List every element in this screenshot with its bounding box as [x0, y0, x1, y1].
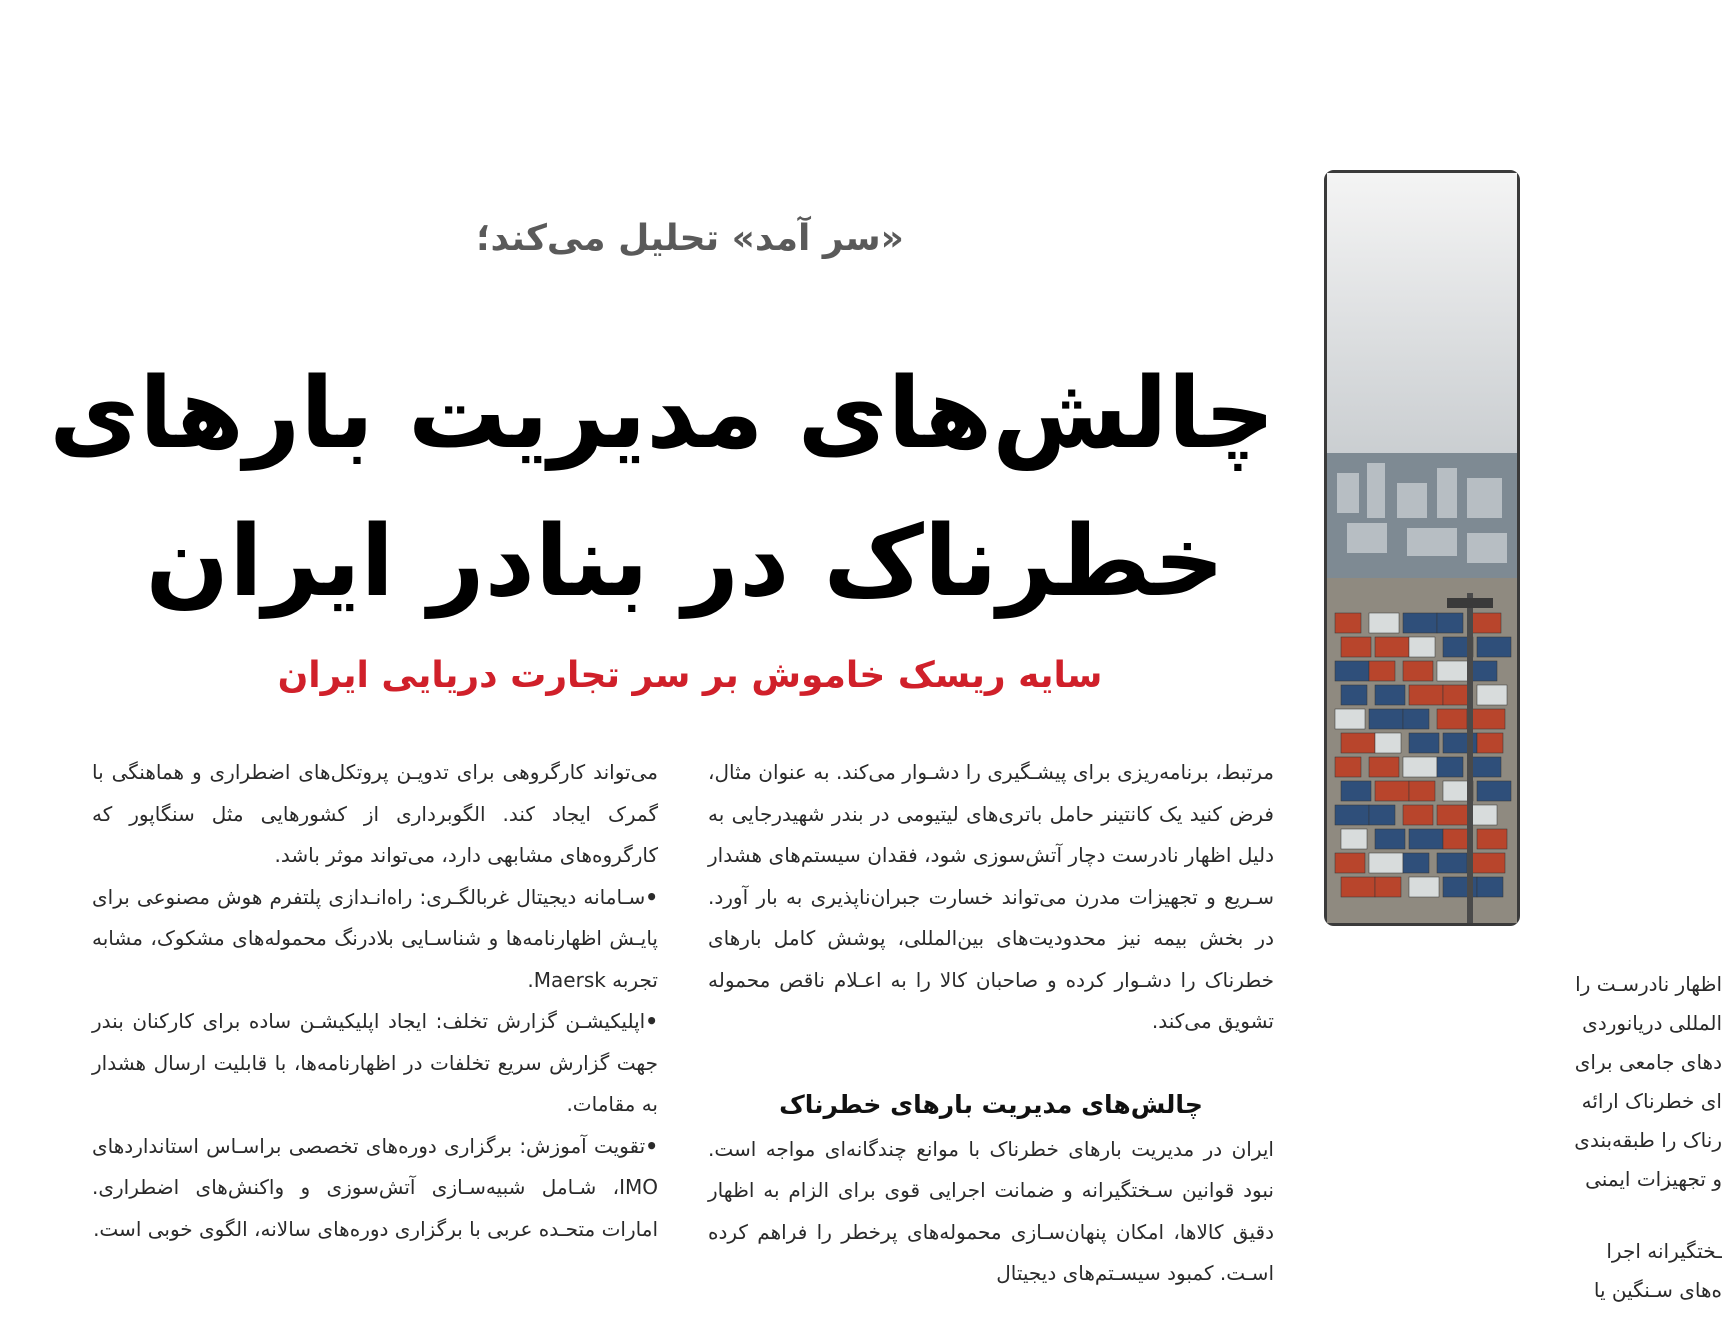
container-box — [1437, 709, 1467, 729]
container-box — [1471, 709, 1505, 729]
bullet-item-1 — [92, 877, 658, 1002]
right-line-2: المللی دریانوردی — [1582, 1011, 1722, 1035]
section-heading: چالش‌های مدیریت بارهای خطرناک — [779, 1089, 1203, 1119]
bullet-text-2: اپلیکیشـن گزارش تخلف: ایجاد اپلیکیشـن ساده برای کارکنان بندر جهت گزارش سریع تخلفات در اظهارنامه‌ها، با قابلیت ارسال هشدار به مقامات. — [92, 1009, 658, 1116]
right-line-8: ه‌های سـنگین یا — [1593, 1278, 1722, 1302]
container-box — [1437, 661, 1471, 681]
container-box — [1341, 781, 1371, 801]
container-box — [1369, 853, 1403, 873]
container-box — [1375, 637, 1409, 657]
right-line-5: رناک را طبقه‌بندی — [1574, 1128, 1722, 1152]
middle-paragraph-1: مرتبط، برنامه‌ریزی برای پیشـگیری را دشـوار می‌کند. به عنوان مثال، فرض کنید یک کانتینر حامل باتری‌های لیتیومی در بندر شهیدرجایی به دلیل اظهار نادرست دچار آتش‌سوزی شود، فقدان سیستم‌های هشدار سـریع و تجهیزات مدرن می‌تواند خسارت جبران‌ناپذیری به بار آورد. در بخش بیمه نیز محدودیت‌های بین‌المللی، پوشش کامل بارهای خطرناک را دشـوار کرده و صاحبان کالا را به اعـلام ناقص محموله تشویق می‌کند. — [708, 760, 1274, 1033]
headline-line-1: چالش‌های مدیریت بارهای — [49, 357, 1275, 471]
container-box — [1477, 781, 1511, 801]
container-box — [1369, 805, 1395, 825]
bullet-item-2 — [92, 1001, 658, 1126]
container-box — [1341, 685, 1367, 705]
container-box — [1477, 733, 1503, 753]
container-box — [1375, 781, 1409, 801]
container-box — [1403, 709, 1429, 729]
photo-light-pole — [1467, 593, 1473, 923]
port-photo-graphic — [1327, 173, 1517, 923]
headline-line-2: خطرناک در بنادر ایران — [145, 505, 1225, 619]
container-box — [1409, 781, 1435, 801]
container-box — [1369, 757, 1399, 777]
container-box — [1409, 637, 1435, 657]
photo-light-head — [1447, 598, 1493, 608]
right-line-1: اظهار نادرسـت را — [1575, 972, 1722, 996]
container-box — [1375, 685, 1405, 705]
container-box — [1375, 733, 1401, 753]
container-box — [1409, 877, 1439, 897]
article-kicker: «سر آمد» تحلیل می‌کند؛ — [476, 218, 904, 259]
right-line-3: دهای جامعی برای — [1574, 1050, 1722, 1074]
container-box — [1403, 661, 1433, 681]
container-box — [1437, 613, 1463, 633]
container-box — [1403, 853, 1429, 873]
bullet-marker: • — [645, 884, 658, 909]
right-line-6: و تجهیزات ایمنی — [1585, 1167, 1722, 1191]
container-box — [1443, 685, 1469, 705]
container-box — [1335, 613, 1361, 633]
container-box — [1335, 805, 1369, 825]
bullet-marker: • — [645, 1009, 658, 1033]
bullet-text-3: تقویت آموزش: برگزاری دوره‌های تخصصی براسـاس استانداردهای IMO، شـامل شبیه‌سـازی آتش‌سوزی و واکنش‌های اضطراری. امارات متحـده عربی با برگزاری دوره‌های سالانه، الگوی خوبی است. — [92, 1133, 658, 1241]
container-box — [1409, 829, 1443, 849]
container-box — [1471, 613, 1501, 633]
article-headline — [49, 340, 1275, 636]
container-box — [1471, 805, 1497, 825]
container-box — [1409, 685, 1443, 705]
container-box — [1375, 829, 1405, 849]
container-box — [1477, 829, 1507, 849]
container-box — [1409, 733, 1439, 753]
container-box — [1471, 661, 1497, 681]
container-box — [1403, 613, 1437, 633]
container-box — [1437, 757, 1463, 777]
container-box — [1443, 829, 1469, 849]
container-box — [1437, 853, 1467, 873]
container-box — [1341, 637, 1371, 657]
container-box — [1477, 637, 1511, 657]
bullet-text-1: سـامانه دیجیتال غربالگـری: راه‌انـدازی پلتفرم هوش مصنوعی برای پایـش اظهارنامه‌ها و شناسـایی بلادرنگ محموله‌های مشکوک، مشابه تجربه Maersk. — [92, 884, 658, 992]
container-box — [1369, 661, 1395, 681]
container-box — [1335, 661, 1369, 681]
container-box — [1403, 757, 1437, 777]
container-box — [1403, 805, 1433, 825]
right-column-partial — [1322, 965, 1722, 1333]
container-box — [1341, 829, 1367, 849]
container-box — [1341, 733, 1375, 753]
container-box — [1369, 709, 1403, 729]
container-box — [1375, 877, 1401, 897]
container-box — [1477, 685, 1507, 705]
container-box — [1335, 853, 1365, 873]
bullet-marker: • — [645, 1133, 658, 1158]
container-box — [1369, 613, 1399, 633]
photo-sky — [1327, 173, 1517, 463]
port-photo — [1324, 170, 1520, 926]
container-box — [1335, 757, 1361, 777]
middle-column — [708, 752, 1274, 1295]
container-box — [1471, 757, 1501, 777]
middle-paragraph-2: ایران در مدیریت بارهای خطرناک با موانع چندگانه‌ای مواجه است. نبود قوانین سـختگیرانه و ضمانت اجرایی قوی برای الزام به اظهار دقیق کالاها، امکان پنهان‌سـازی محموله‌های پرخطر را فراهم کرده اسـت. کمبود سیسـتم‌های دیجیتال — [708, 1136, 1274, 1285]
container-box — [1471, 853, 1505, 873]
container-box — [1437, 805, 1471, 825]
left-column — [92, 752, 658, 1250]
bullet-item-3 — [92, 1126, 658, 1251]
left-paragraph-1: می‌تواند کارگروهی برای تدویـن پروتکل‌های اضطراری و هماهنگی با گمرک ایجاد کند. الگوبرداری از کشورهایی مثل سنگاپور که کارگروه‌های مشابهی دارد، می‌تواند موثر باشد. — [92, 760, 658, 867]
container-box — [1335, 709, 1365, 729]
container-box — [1341, 877, 1375, 897]
right-line-4: ای خطرناک ارائه — [1581, 1089, 1722, 1113]
container-box — [1477, 877, 1503, 897]
article-subheadline: سایه ریسک خاموش بر سر تجارت دریایی ایران — [277, 655, 1103, 696]
right-line-7: ـختگیرانه اجرا — [1606, 1239, 1722, 1263]
